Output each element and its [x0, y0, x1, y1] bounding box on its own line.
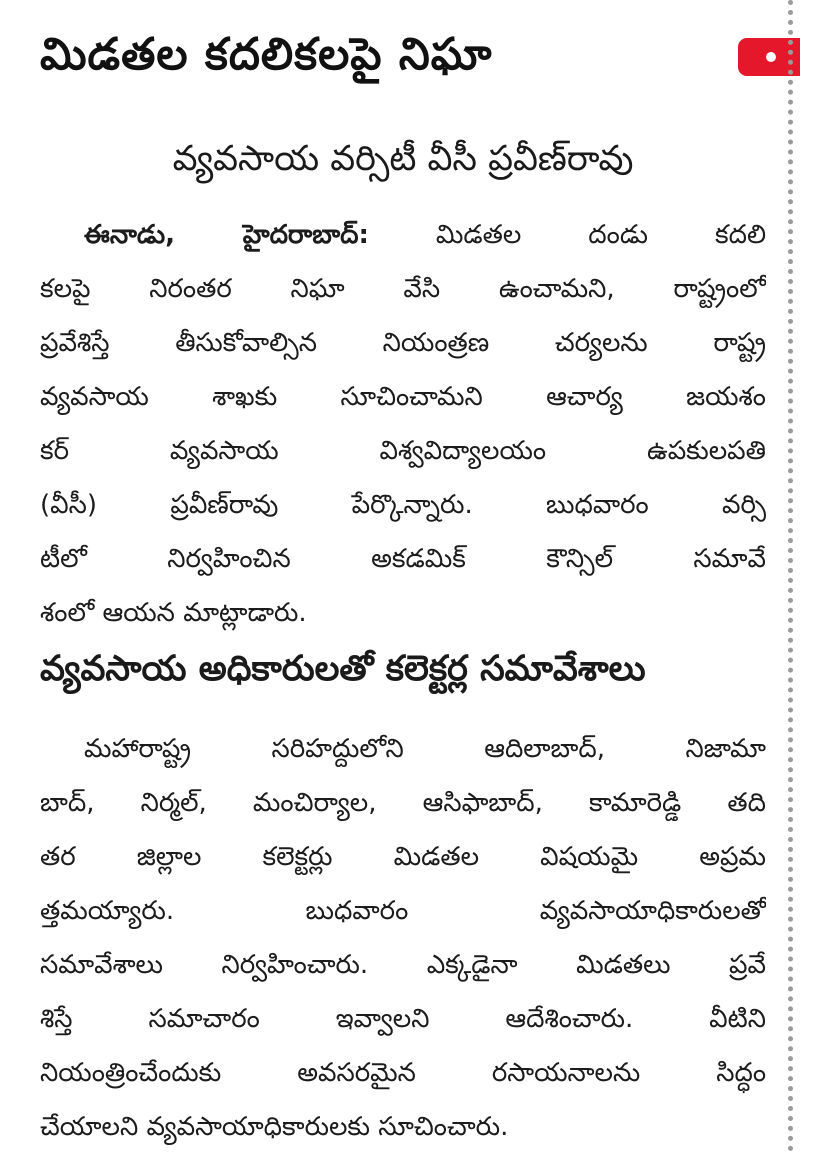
- paragraph-line: [40, 208, 766, 262]
- paragraph-line: త్తమయ్యారు. బుధవారం వ్యవసాయాధికారులతో: [40, 896, 766, 926]
- article-paragraph-1: [40, 208, 766, 640]
- headline: మిడతల కదలికలపై నిఘా: [40, 29, 493, 80]
- paragraph-line: కలపై నిరంతర నిఘా వేసి ఉంచామని, రాష్ట్రంలో: [40, 274, 766, 304]
- paragraph-line: తర జిల్లాల కలెక్టర్లు మిడతల విషయమై అప్రమ: [40, 842, 766, 872]
- subheadline: వ్యవసాయ వర్సిటీ వీసీ ప్రవీణ్‌రావు: [172, 139, 634, 179]
- paragraph-line: కర్‌ వ్యవసాయ విశ్వవిద్యాలయం ఉపకులపతి: [40, 436, 766, 466]
- article-paragraph-2: [40, 722, 766, 1152]
- paragraph-line: చేయాలని వ్యవసాయాధికారులకు సూచించారు.: [40, 1112, 509, 1142]
- section-subheading: వ్యవసాయ అధికారులతో కలెక్టర్ల సమావేశాలు: [40, 649, 646, 689]
- paragraph-line: మహారాష్ట్ర సరిహద్దులోని ఆదిలాబాద్‌, నిజామా: [84, 734, 766, 764]
- paragraph-line: సమావేశాలు నిర్వహించారు. ఎక్కడైనా మిడతలు ప్రవే: [40, 950, 766, 980]
- column-rule: [788, 0, 793, 1152]
- paragraph-line: (వీసీ) ప్రవీణ్‌రావు పేర్కొన్నారు. బుధవారం వర్సి: [40, 490, 766, 520]
- dateline: ఈనాడు, హైదరాబాద్‌:: [84, 220, 369, 250]
- marker-dot-icon: [766, 52, 776, 62]
- paragraph-line: శంలో ఆయన మాట్లాడారు.: [40, 598, 307, 628]
- paragraph-line: బాద్‌, నిర్మల్‌, మంచిర్యాల, ఆసిఫాబాద్‌, కామారెడ్డి తది: [40, 788, 766, 818]
- paragraph-line: నియంత్రించేందుకు అవసరమైన రసాయనాలను సిద్ధం: [40, 1058, 766, 1088]
- paragraph-line: శిస్తే సమాచారం ఇవ్వాలని ఆదేశించారు. వీటిని: [40, 1004, 766, 1034]
- paragraph-line: ప్రవేశిస్తే తీసుకోవాల్సిన నియంత్రణ చర్యలను రాష్ట్ర: [40, 328, 766, 358]
- paragraph-line: టీలో నిర్వహించిన అకడమిక్‌ కౌన్సిల్‌ సమావే: [40, 544, 766, 574]
- line-text: మిడతల దండు కదలి: [435, 220, 766, 250]
- paragraph-line: వ్యవసాయ శాఖకు సూచించామని ఆచార్య జయశం: [40, 382, 766, 412]
